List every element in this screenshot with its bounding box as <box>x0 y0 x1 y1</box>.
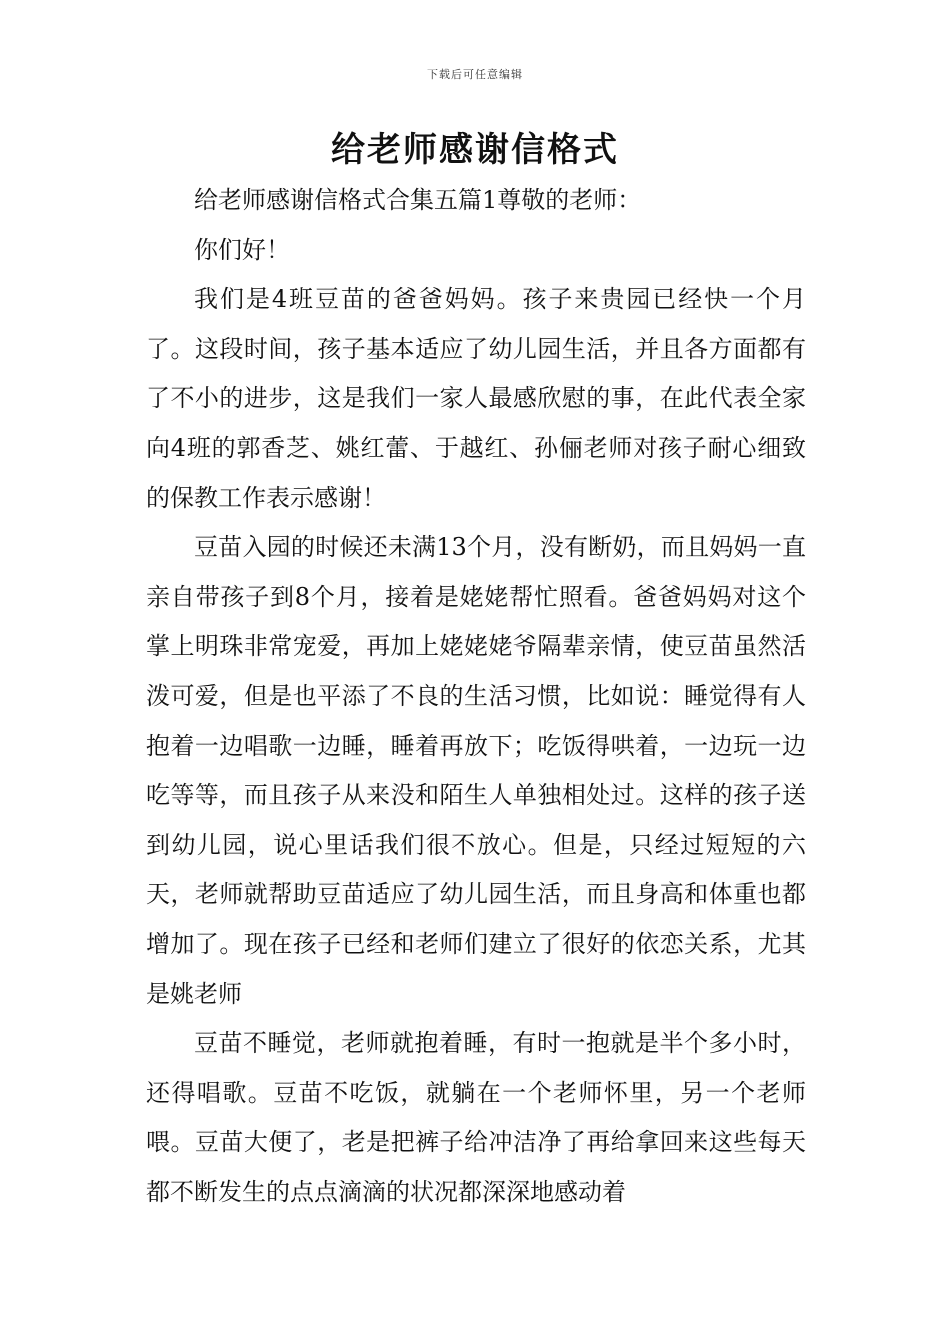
paragraph: 我们是4班豆苗的爸爸妈妈。孩子来贵园已经快一个月了。这段时间，孩子基本适应了幼儿园生活，并且各方面都有了不小的进步，这是我们一家人最感欣慰的事，在此代表全家向4班的郭香芝、姚红蕾、于越红、孙俪老师对孩子耐心细致的保教工作表示感谢！ <box>146 285 806 512</box>
header-note: 下载后可任意编辑 <box>427 68 523 81</box>
paragraph-intro: 给老师感谢信格式合集五篇1尊敬的老师： <box>194 186 642 214</box>
document-body <box>146 176 806 1217</box>
paragraph-greeting: 你们好！ <box>194 235 290 264</box>
paragraph: 豆苗不睡觉，老师就抱着睡，有时一抱就是半个多小时，还得唱歌。豆苗不吃饭，就躺在一个老师怀里，另一个老师喂。豆苗大便了，老是把裤子给冲洁净了再给拿回来这些每天都不断发生的点点滴滴的状况都深深地感动着 <box>146 1029 806 1206</box>
document-title: 给老师感谢信格式 <box>331 130 619 170</box>
paragraph: 豆苗入园的时候还未满13个月，没有断奶，而且妈妈一直亲自带孩子到8个月，接着是姥姥帮忙照看。爸爸妈妈对这个掌上明珠非常宠爱，再加上姥姥姥爷隔辈亲情，使豆苗虽然活泼可爱，但是也平添了不良的生活习惯，比如说：睡觉得有人抱着一边唱歌一边睡，睡着再放下；吃饭得哄着，一边玩一边吃等等，而且孩子从来没和陌生人单独相处过。这样的孩子送到幼儿园，说心里话我们很不放心。但是，只经过短短的六天，老师就帮助豆苗适应了幼儿园生活，而且身高和体重也都增加了。现在孩子已经和老师们建立了很好的依恋关系，尤其是姚老师 <box>146 533 806 1008</box>
